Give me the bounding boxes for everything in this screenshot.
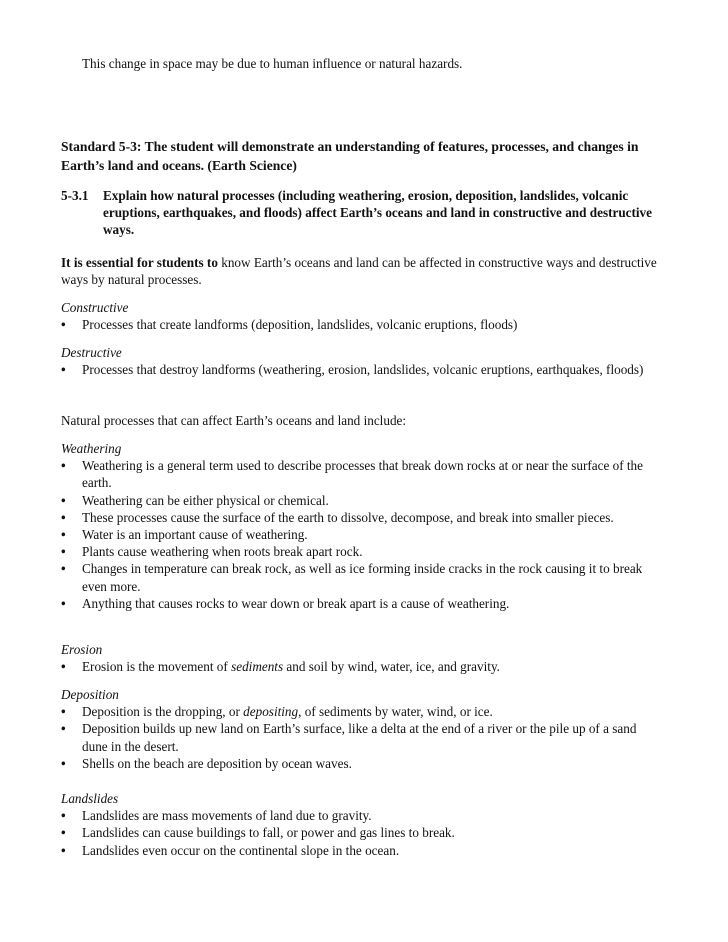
erosion-heading: Erosion: [61, 642, 103, 657]
section-erosion: [61, 641, 660, 675]
landslides-heading: Landslides: [61, 791, 119, 806]
list-item: • Anything that causes rocks to wear down or break apart is a cause of weathering.: [61, 595, 660, 612]
section-landslides: [61, 790, 660, 859]
deposition-text-post: , of sediments by water, wind, or ice.: [298, 704, 493, 720]
section-weathering: [61, 440, 660, 612]
essential-rest: know Earth’s oceans and land can be affected in constructive ways and destructive ways by natural processes.: [61, 255, 657, 288]
list-item: [61, 703, 660, 720]
list-item: • Landslides even occur on the continental slope in the ocean.: [61, 842, 660, 859]
list-item: • These processes cause the surface of the earth to dissolve, decompose, and break into smaller pieces.: [61, 509, 660, 526]
section-deposition: [61, 686, 660, 772]
section-destructive: [61, 344, 660, 378]
standard-title: Standard 5-3: The student will demonstrate an understanding of features, processes, and changes in Earth’s land and oceans. (Earth Science): [61, 139, 639, 173]
list-item: • Shells on the beach are deposition by ocean waves.: [61, 755, 660, 772]
erosion-text-em: sediments: [231, 659, 284, 675]
list-item: • Deposition builds up new land on Earth’s surface, like a delta at the end of a river or the pile up of a sand dune in the desert.: [61, 720, 660, 754]
natural-processes-intro: Natural processes that can affect Earth’s oceans and land include:: [61, 413, 407, 428]
indicator: [61, 187, 660, 239]
deposition-text-pre: Deposition is the dropping, or: [82, 704, 244, 720]
essential-lead: It is essential for students to: [61, 255, 218, 270]
deposition-heading: Deposition: [61, 687, 119, 702]
list-item: • Landslides can cause buildings to fall, or power and gas lines to break.: [61, 824, 660, 841]
list-item: • Weathering can be either physical or chemical.: [61, 492, 660, 509]
deposition-text-em: depositing: [243, 704, 299, 720]
list-item: • Weathering is a general term used to describe processes that break down rocks at or near the surface of the earth.: [61, 457, 660, 491]
weathering-heading: Weathering: [61, 441, 122, 456]
list-item: • Plants cause weathering when roots break apart rock.: [61, 543, 660, 560]
list-item: • Processes that destroy landforms (weathering, erosion, landslides, volcanic eruptions, earthquakes, floods): [61, 361, 660, 378]
destructive-heading: Destructive: [61, 345, 122, 360]
erosion-text-pre: Erosion is the movement of: [82, 659, 232, 675]
indicator-number: 5-3.1: [61, 188, 89, 203]
list-item: • Water is an important cause of weathering.: [61, 526, 660, 543]
list-item: • Landslides are mass movements of land due to gravity.: [61, 807, 660, 824]
constructive-heading: Constructive: [61, 300, 129, 315]
erosion-text-post: and soil by wind, water, ice, and gravity.: [283, 659, 500, 675]
list-item: • Processes that create landforms (deposition, landslides, volcanic eruptions, floods): [61, 316, 660, 333]
section-constructive: [61, 299, 660, 333]
list-item: • Changes in temperature can break rock, as well as ice forming inside cracks in the rock causing it to break even more.: [61, 560, 660, 594]
essential-statement: [61, 254, 660, 288]
indicator-text: Explain how natural processes (including weathering, erosion, deposition, landslides, volcanic eruptions, earthquakes, and floods) affect Earth’s oceans and land in constructive and destructive ways.: [103, 188, 653, 238]
list-item: [61, 658, 660, 675]
intro-line: This change in space may be due to human influence or natural hazards.: [82, 56, 463, 71]
